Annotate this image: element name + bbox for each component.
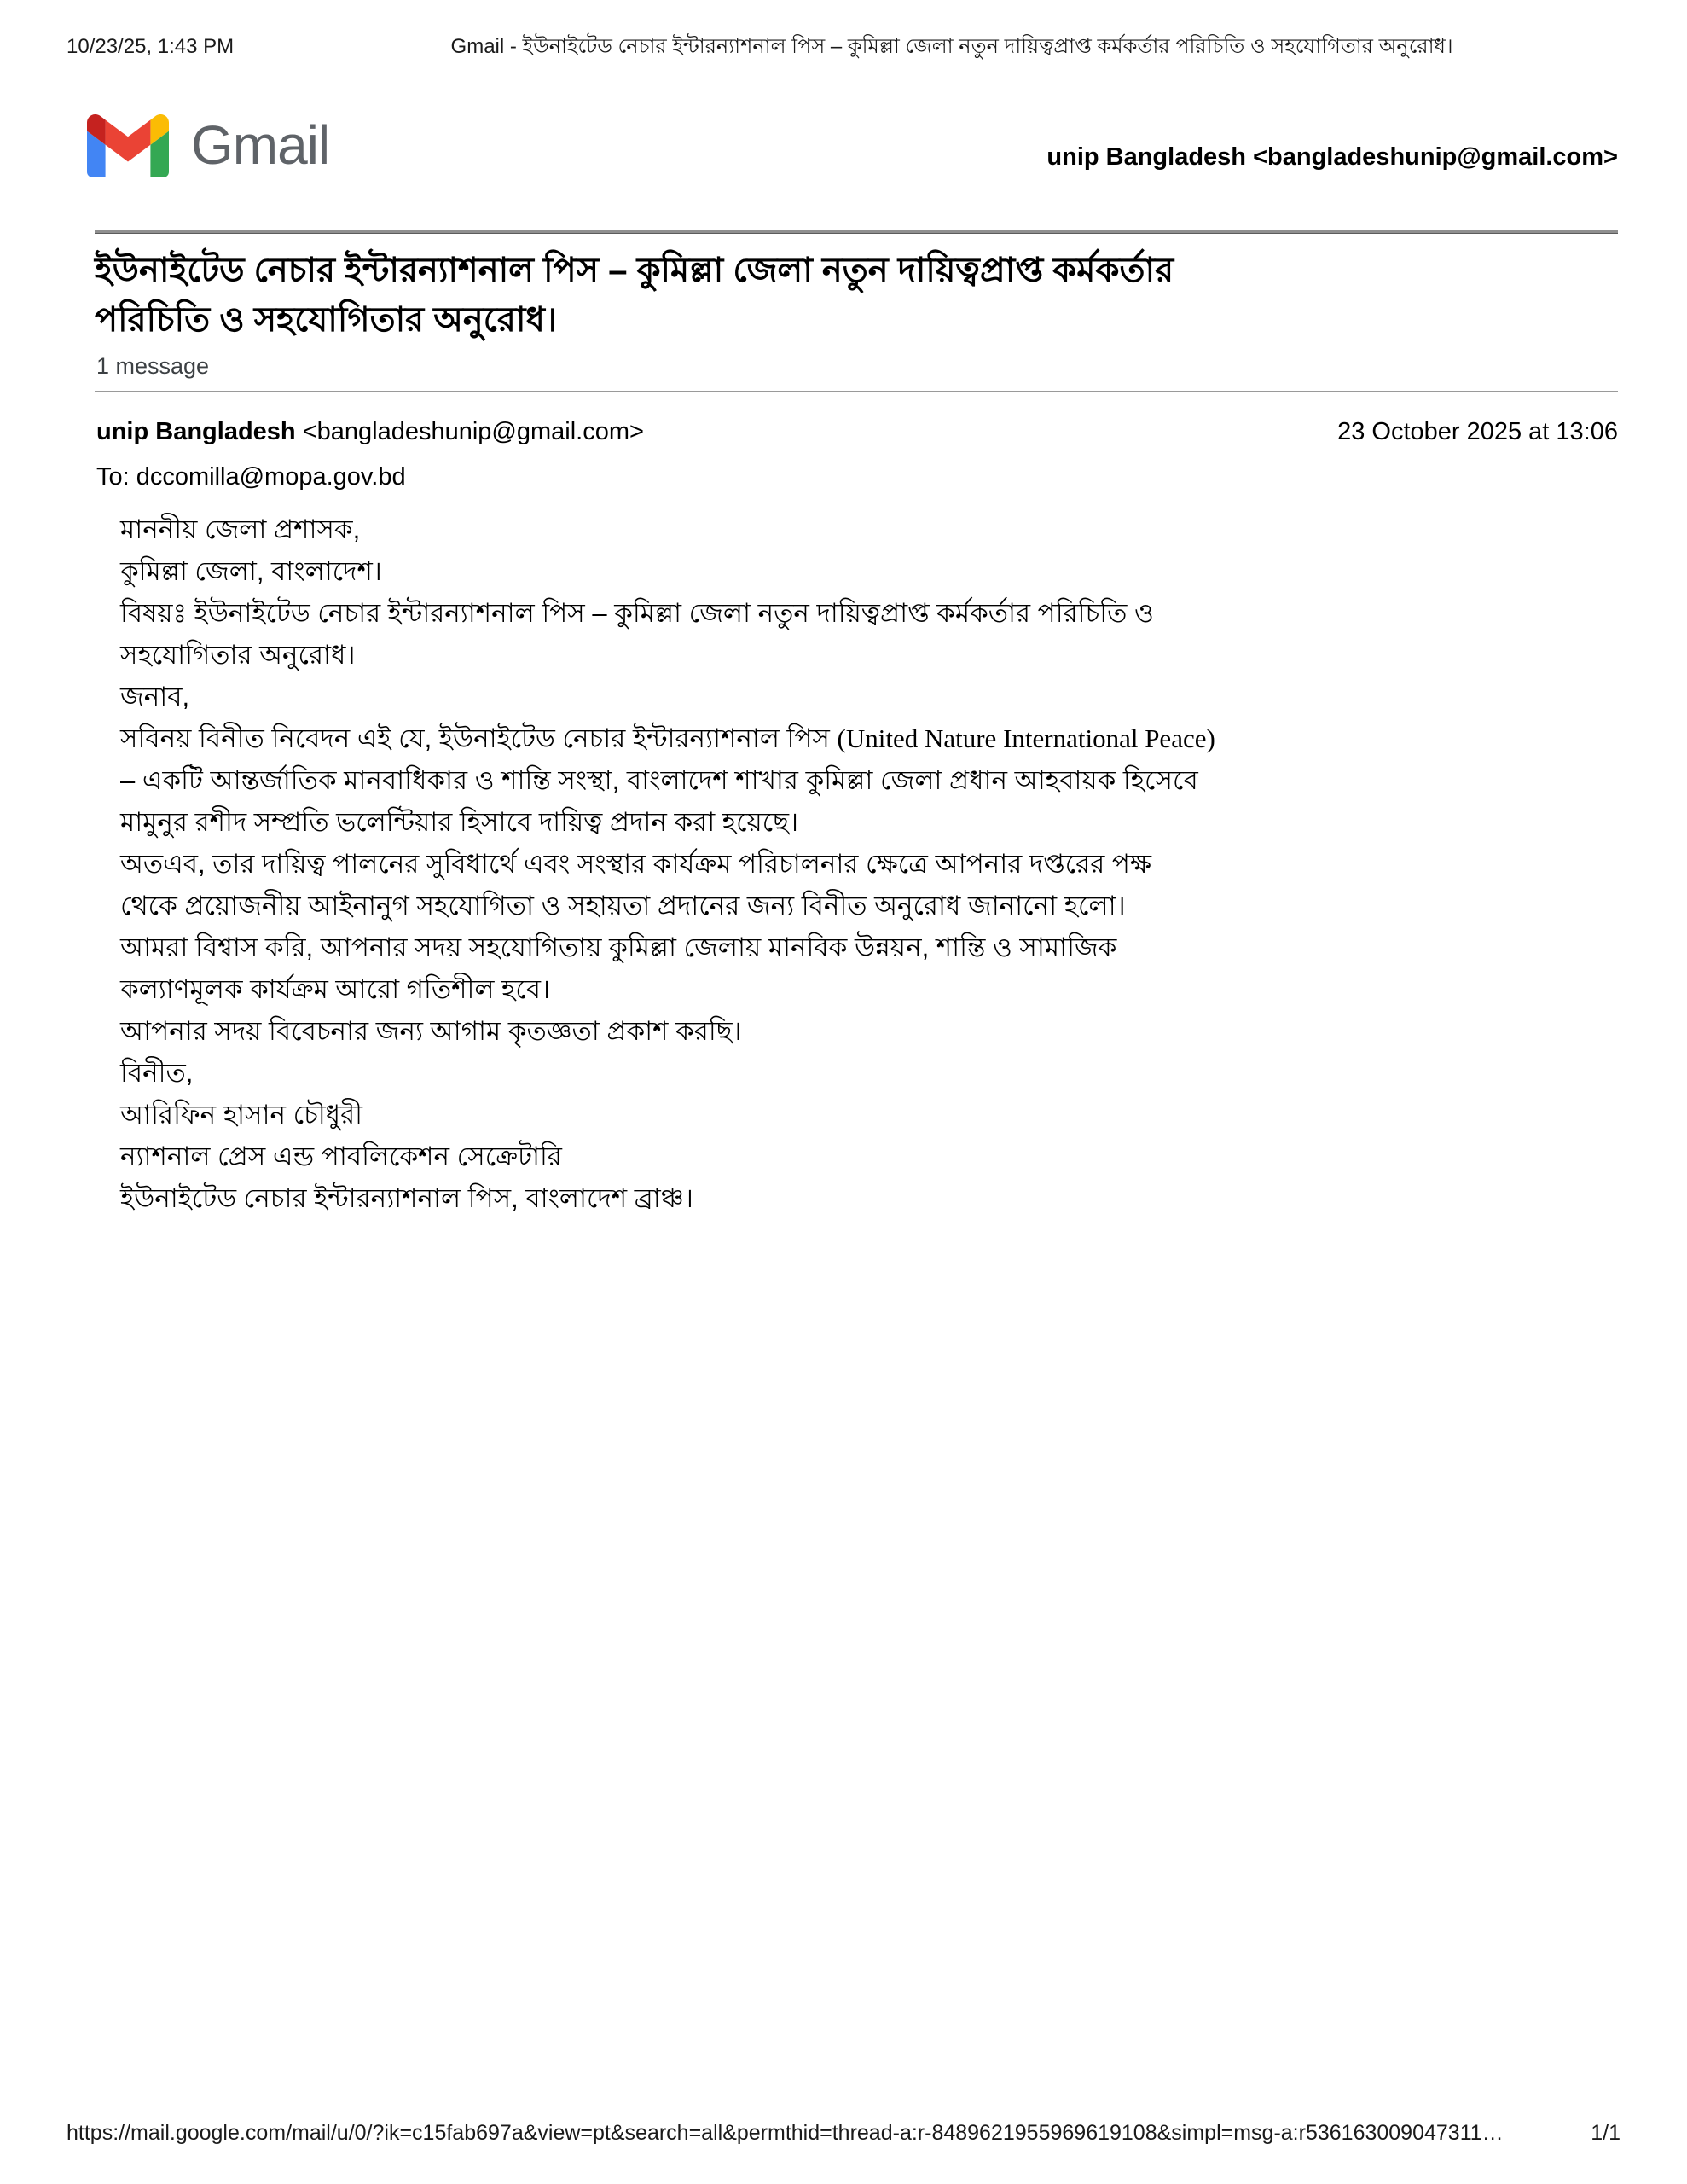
from-name: unip Bangladesh: [96, 418, 296, 445]
gmail-wordmark: Gmail: [191, 114, 330, 176]
paragraph-1: [120, 717, 1533, 843]
paragraph-2-line-2: থেকে প্রয়োজনীয় আইনানুগ সহযোগিতা ও সহায়তা প্রদানের জন্য বিনীত অনুরোধ জানানো হলো।: [120, 891, 1126, 921]
email-subject-line-1: ইউনাইটেড নেচার ইন্টারন্যাশনাল পিস – কুমিল্লা জেলা নতুন দায়িত্বপ্রাপ্ত কর্মকর্তার: [95, 252, 1174, 289]
signature-organization: ইউনাইটেড নেচার ইন্টারন্যাশনাল পিস, বাংলাদেশ ব্রাঞ্চ।: [120, 1183, 693, 1213]
gmail-logo: [87, 114, 329, 177]
gmail-m-icon: [87, 114, 169, 177]
print-page-number: 1/1: [1591, 2121, 1620, 2145]
message-divider: [95, 391, 1618, 392]
paragraph-3-line-1: আমরা বিশ্বাস করি, আপনার সদয় সহযোগিতায় কুমিল্লা জেলায় মানবিক উন্নয়ন, শান্তি ও সামাজিক: [120, 932, 1117, 962]
paragraph-2-line-1: অতএব, তার দায়িত্ব পালনের সুবিধার্থে এবং সংস্থার কার্যক্রম পরিচালনার ক্ষেত্রে আপনার দপ্তরের পক্ষ: [120, 849, 1152, 879]
signature-block: [120, 1094, 1533, 1219]
signature-title: ন্যাশনাল প্রেস এন্ড পাবলিকেশন সেক্রেটারি: [120, 1141, 562, 1171]
paragraph-3: [120, 926, 1533, 1010]
account-owner-label: unip Bangladesh <bangladeshunip@gmail.com>: [1046, 143, 1618, 171]
greeting-line-2: কুমিল্লা জেলা, বাংলাদেশ।: [120, 556, 382, 586]
paragraph-1-line-2: – একটি আন্তর্জাতিক মানবাধিকার ও শান্তি সংস্থা, বাংলাদেশ শাখার কুমিল্লা জেলা প্রধান আহবায়ক হিসেবে: [120, 765, 1198, 795]
email-body: [120, 508, 1533, 1219]
paragraph-1-line-3: মামুনুর রশীদ সম্প্রতি ভলেন্টিয়ার হিসাবে দায়িত্ব প্রদান করা হয়েছে।: [120, 807, 799, 837]
body-subject-line-2: সহযোগিতার অনুরোধ।: [120, 640, 356, 670]
body-subject-paragraph: [120, 592, 1533, 676]
greeting-line-1: মাননীয় জেলা প্রশাসক,: [120, 514, 361, 544]
closing: বিনীত,: [120, 1058, 194, 1088]
print-datetime: 10/23/25, 1:43 PM: [67, 35, 235, 58]
signature-name: আরিফিন হাসান চৌধুরী: [120, 1100, 363, 1130]
header-divider: [95, 230, 1618, 234]
email-subject-line-2: পরিচিতি ও সহযোগিতার অনুরোধ।: [95, 301, 558, 339]
print-page-title: Gmail - ইউনাইটেড নেচার ইন্টারন্যাশনাল পিস – কুমিল্লা জেলা নতুন দায়িত্বপ্রাপ্ত কর্মকর্তার পরিচিতি ও সহযোগিতার অনুরোধ।: [450, 35, 1453, 58]
paragraph-3-line-2: কল্যাণমূলক কার্যক্রম আরো গতিশীল হবে।: [120, 974, 551, 1004]
org-name-english: (United Nature International Peace): [837, 723, 1215, 753]
to-line: To: dccomilla@mopa.gov.bd: [96, 463, 406, 491]
paragraph-4: আপনার সদয় বিবেচনার জন্য আগাম কৃতজ্ঞতা প্রকাশ করছি।: [120, 1016, 742, 1046]
email-subject-heading: [95, 246, 1516, 345]
paragraph-1-line-1: সবিনয় বিনীত নিবেদন এই যে, ইউনাইটেড নেচার ইন্টারন্যাশনাল পিস (United Nature International Peace): [120, 723, 1215, 753]
print-footer: [67, 2121, 1620, 2146]
paragraph-2: [120, 843, 1533, 926]
from-email: <bangladeshunip@gmail.com>: [295, 418, 644, 445]
print-footer-url: https://mail.google.com/mail/u/0/?ik=c15fab697a&view=pt&search=all&permthid=thread-a:r-8489621955969619108&simpl=msg-a:r536163009047311…: [67, 2121, 1504, 2145]
message-count: 1 message: [96, 353, 210, 379]
gmail-header-row: [87, 114, 1618, 177]
salutation: জনাব,: [120, 682, 190, 712]
message-meta-row: [96, 416, 1618, 448]
print-header: [0, 0, 1687, 60]
message-date: 23 October 2025 at 13:06: [1337, 418, 1618, 445]
body-subject-line-1: বিষয়ঃ ইউনাইটেড নেচার ইন্টারন্যাশনাল পিস – কুমিল্লা জেলা নতুন দায়িত্বপ্রাপ্ত কর্মকর্তার পরিচিতি ও: [120, 598, 1154, 628]
from-line: [96, 416, 644, 448]
